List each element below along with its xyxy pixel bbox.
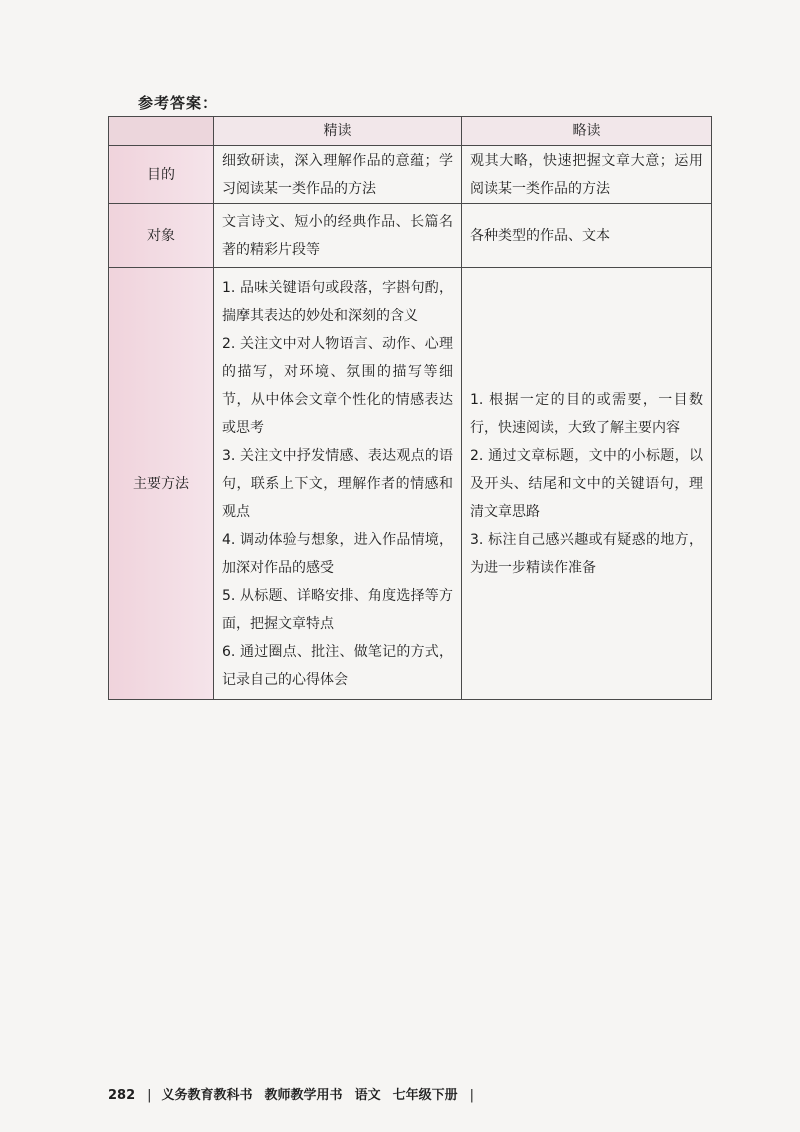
table-row-methods [109,268,712,700]
cell-methods-intensive [214,268,462,700]
footer-separator: | [147,1088,152,1103]
method-intensive-item: 3. 关注文中抒发情感、表达观点的语句，联系上下文，理解作者的情感和观点 [222,447,453,520]
footer-separator: | [469,1088,474,1103]
table-row-object [109,204,712,268]
method-skim-item: 1. 根据一定的目的或需要，一目数行，快速阅读，大致了解主要内容 [470,391,703,436]
footer-book-type: 教师教学用书 [264,1088,343,1103]
cell-purpose-skim: 观其大略，快速把握文章大意；运用阅读某一类作品的方法 [462,146,712,204]
method-skim-item: 2. 通过文章标题，文中的小标题，以及开头、结尾和文中的关键语句，理清文章思路 [470,447,703,520]
row-label-purpose: 目的 [109,146,214,204]
row-label-object: 对象 [109,204,214,268]
cell-object-skim: 各种类型的作品、文本 [462,204,712,268]
header-corner [109,117,214,146]
method-intensive-item: 6. 通过圈点、批注、做笔记的方式，记录自己的心得体会 [222,643,453,688]
page-footer [108,1084,484,1103]
cell-purpose-intensive: 细致研读，深入理解作品的意蕴；学习阅读某一类作品的方法 [214,146,462,204]
method-intensive-item: 5. 从标题、详略安排、角度选择等方面，把握文章特点 [222,587,453,632]
header-intensive-reading: 精读 [214,117,462,146]
answer-heading: 参考答案： [138,94,219,112]
comparison-table [108,116,712,700]
row-label-methods: 主要方法 [109,268,214,700]
footer-book-series: 义务教育教科书 [161,1088,253,1103]
method-skim-item: 3. 标注自己感兴趣或有疑惑的地方，为进一步精读作准备 [470,531,703,576]
footer-grade: 七年级下册 [392,1088,458,1103]
cell-object-intensive: 文言诗文、短小的经典作品、长篇名著的精彩片段等 [214,204,462,268]
header-skim-reading: 略读 [462,117,712,146]
method-intensive-item: 2. 关注文中对人物语言、动作、心理的描写，对环境、氛围的描写等细节，从中体会文章个性化的情感表达或思考 [222,335,453,436]
method-intensive-item: 1. 品味关键语句或段落，字斟句酌，揣摩其表达的妙处和深刻的含义 [222,279,453,324]
footer-subject: 语文 [354,1088,381,1103]
table-header-row [109,117,712,146]
table-row-purpose [109,146,712,204]
method-intensive-item: 4. 调动体验与想象，进入作品情境，加深对作品的感受 [222,531,453,576]
page-number: 282 [108,1088,136,1103]
cell-methods-skim [462,268,712,700]
